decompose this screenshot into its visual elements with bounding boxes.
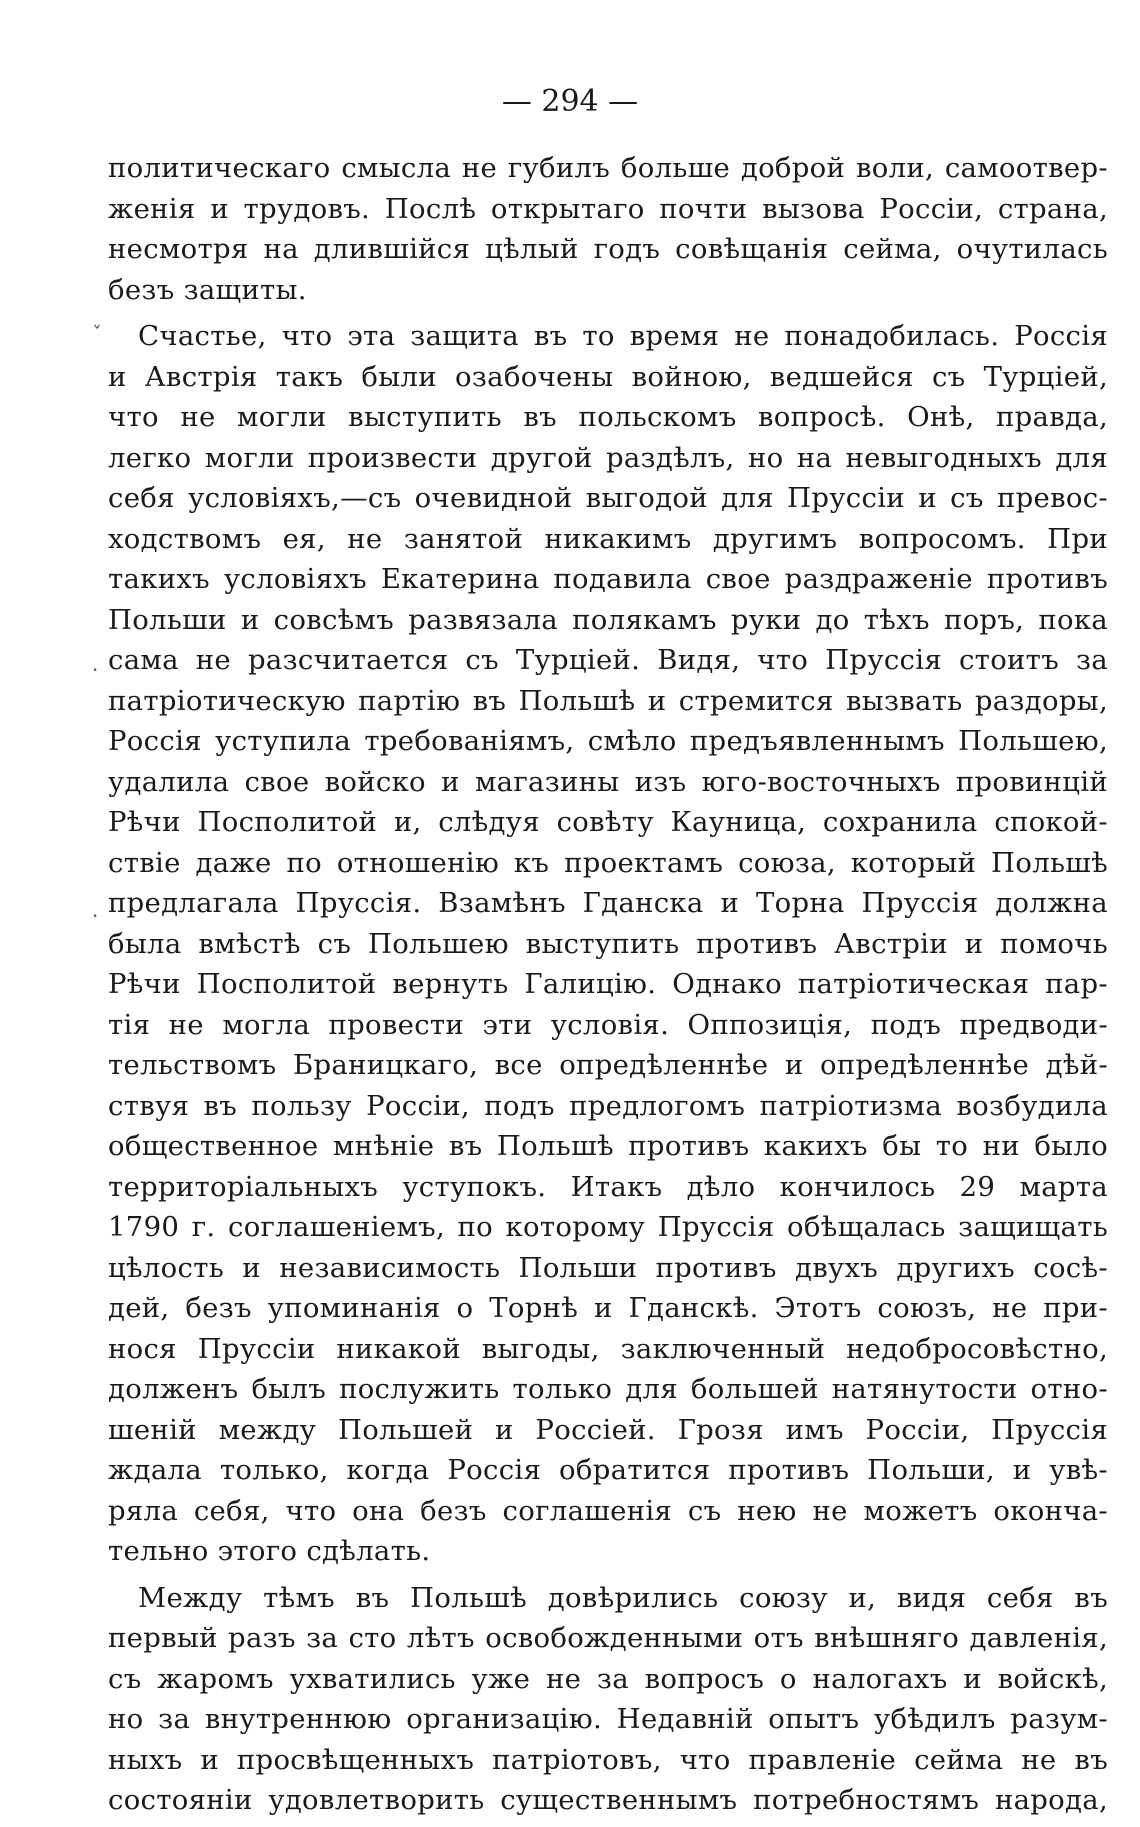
paragraph xyxy=(108,316,1108,1572)
page-number: — 294 — xyxy=(501,84,639,119)
text-line: состояніи удовлетворить существеннымъ потребностямъ народа, xyxy=(108,1784,1108,1816)
paragraph xyxy=(108,148,1108,310)
text-line: что не могли выступить въ польскомъ вопросѣ. Онѣ, правда, xyxy=(108,401,1108,433)
text-line: Россія уступила требованіямъ, смѣло предъявленнымъ Польшею, xyxy=(108,725,1108,757)
text-line: шеній между Польшей и Россіей. Грозя имъ Россіи, Пруссія xyxy=(108,1413,1108,1446)
text-line: несмотря на длившійся цѣлый годъ совѣщанія сейма, очутилась xyxy=(108,233,1108,265)
text-line: нося Пруссіи никакой выгоды, заключенный недобросовѣстно, xyxy=(108,1332,1108,1365)
text-line: первый разъ за сто лѣтъ освобожденными отъ внѣшняго давленія, xyxy=(108,1622,1108,1654)
text-line: патріотическую партію въ Польшѣ и стремится вызвать раздоры, xyxy=(108,684,1108,717)
text-line: Счастье, что эта защита въ то время не понадобилась. Россія xyxy=(138,320,1108,352)
text-line: территоріальныхъ уступокъ. Итакъ дѣло кончилось 29 марта xyxy=(108,1170,1108,1203)
text-line: удалила свое войско и магазины изъ юго-восточныхъ провинцій xyxy=(108,765,1108,798)
text-body xyxy=(108,148,1108,1821)
text-line: ныхъ и просвѣщенныхъ патріотовъ, что правленіе сейма не въ xyxy=(108,1743,1108,1776)
text-line: дей, безъ упоминанія о Торнѣ и Гданскѣ. Этотъ союзъ, не при- xyxy=(108,1292,1108,1324)
text-line: себя условіяхъ,—съ очевидной выгодой для Пруссіи и съ превос- xyxy=(108,482,1108,514)
margin-mark: . xyxy=(92,898,99,922)
text-line: Рѣчи Посполитой и, слѣдуя совѣту Кауница, сохранила спокой- xyxy=(108,806,1108,838)
text-line: такихъ условіяхъ Екатерина подавила свое раздраженіе противъ xyxy=(108,563,1108,595)
text-line: Польши и совсѣмъ развязала полякамъ руки до тѣхъ поръ, пока xyxy=(108,603,1108,636)
text-line: Между тѣмъ въ Польшѣ довѣрились союзу и, видя себя въ xyxy=(138,1581,1108,1614)
text-line: политическаго смысла не губилъ больше доброй воли, самоотвер- xyxy=(108,152,1108,184)
text-line: ствіе даже по отношенію къ проектамъ союза, который Польшѣ xyxy=(108,846,1108,879)
text-line: ряла себя, что она безъ соглашенія съ нею не можетъ оконча- xyxy=(108,1494,1108,1527)
text-line: тія не могла провести эти условія. Оппозиція, подъ предводи- xyxy=(108,1008,1108,1041)
text-line: ждала только, когда Россія обратится противъ Польши, и увѣ- xyxy=(108,1454,1108,1486)
text-line: предлагала Пруссія. Взамѣнъ Гданска и Торна Пруссія должна xyxy=(108,887,1108,919)
text-line: была вмѣстѣ съ Польшею выступить противъ Австріи и помочь xyxy=(108,927,1108,960)
text-line: долженъ былъ послужить только для большей натянутости отно- xyxy=(108,1373,1108,1405)
text-line: легко могли произвести другой раздѣлъ, но на невыгодныхъ для xyxy=(108,441,1108,474)
text-line: общественное мнѣніе въ Польшѣ противъ какихъ бы то ни было xyxy=(108,1130,1108,1162)
text-line: сама не разсчитается съ Турціей. Видя, что Пруссія стоитъ за xyxy=(108,644,1108,676)
text-line: но за внутреннюю организацію. Недавній опытъ убѣдилъ разум- xyxy=(108,1703,1108,1735)
text-line: ходствомъ ея, не занятой никакимъ другимъ вопросомъ. При xyxy=(108,522,1108,555)
paragraph xyxy=(108,1578,1108,1821)
text-line: цѣлость и независимость Польши противъ двухъ другихъ сосѣ- xyxy=(108,1251,1108,1284)
text-line: женія и трудовъ. Послѣ открытаго почти вызова Россіи, страна, xyxy=(108,192,1108,225)
text-line: ствуя въ пользу Россіи, подъ предлогомъ патріотизма возбудила xyxy=(108,1089,1108,1122)
text-line: и Австрія такъ были озабочены войною, ведшейся съ Турціей, xyxy=(108,360,1108,393)
text-line: 1790 г. соглашеніемъ, по которому Пруссія обѣщалась защищать xyxy=(108,1211,1108,1243)
text-line: тельно этого сдѣлать. xyxy=(108,1535,431,1567)
text-line: безъ защиты. xyxy=(108,273,307,306)
margin-mark: ˇ xyxy=(92,322,102,346)
text-line: тельствомъ Браницкаго, все опредѣленнѣе и опредѣленнѣе дѣй- xyxy=(108,1049,1108,1081)
margin-mark: . xyxy=(92,652,99,676)
text-line: съ жаромъ ухватились уже не за вопросъ о налогахъ и войскѣ, xyxy=(108,1662,1108,1695)
text-line: Рѣчи Посполитой вернуть Галицію. Однако патріотическая пар- xyxy=(108,968,1108,1000)
